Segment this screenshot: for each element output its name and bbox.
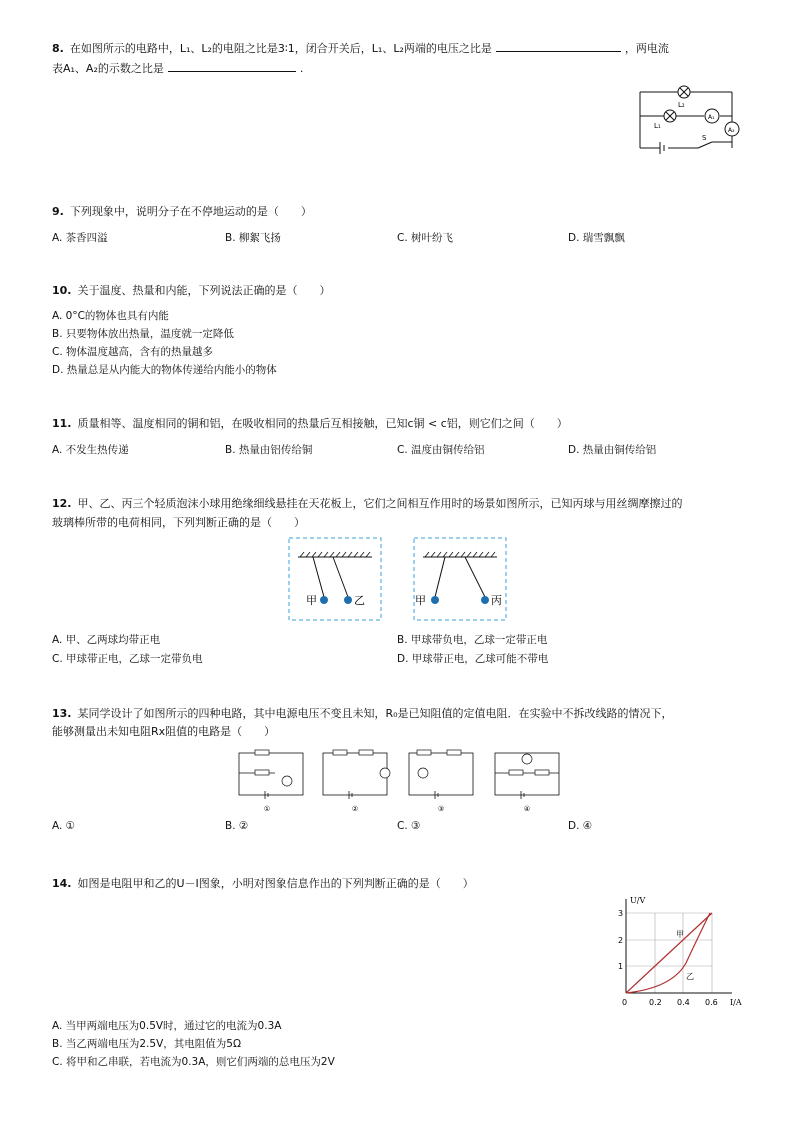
q11-option-b[interactable]: B. 热量由铝传给铜 [225, 444, 313, 456]
q12-option-c[interactable]: C. 甲球带正电，乙球一定带负电 [52, 653, 203, 665]
q13-circuits [235, 745, 565, 815]
label-a2: A₂ [728, 127, 735, 134]
ball-jia-icon [320, 596, 328, 604]
q8-number: 8. [52, 42, 64, 55]
q8-text-a: 在如图所示的电路中，L₁、L₂的电阻之比是3∶1，闭合开关后，L₁、L₂两端的电压之比是 [69, 42, 492, 55]
q8-line1 [52, 40, 669, 56]
q10-number: 10. [52, 284, 72, 297]
ytick-2: 2 [618, 936, 624, 945]
q13-line2: 能够测量出未知电阻Rx阻值的电路是（ ） [52, 725, 276, 738]
graph-ylabel: U/V [630, 896, 646, 905]
q9-option-a[interactable]: A. 茶香四溢 [52, 232, 108, 244]
ball-bing-icon [481, 596, 489, 604]
q12-option-a[interactable]: A. 甲、乙两球均带正电 [52, 634, 161, 646]
q11-option-a[interactable]: A. 不发生热传递 [52, 444, 129, 456]
ball-yi-icon [344, 596, 352, 604]
q14-title [52, 875, 474, 891]
q12-line1 [52, 495, 683, 511]
line-jia [626, 913, 712, 993]
circuit-2-label: ② [351, 805, 359, 813]
q14-option-b[interactable]: B. 当乙两端电压为2.5V，其电阻值为5Ω [52, 1038, 241, 1050]
q14-option-a[interactable]: A. 当甲两端电压为0.5V时，通过它的电流为0.3A [52, 1020, 282, 1032]
lamp-l1-icon [664, 110, 676, 122]
q8-blank-1[interactable] [496, 42, 621, 52]
graph-xlabel: I/A [730, 998, 742, 1007]
circuit-1-label: ① [263, 805, 271, 813]
q10-option-b[interactable]: B. 只要物体放出热量，温度就一定降低 [52, 328, 234, 340]
label-a1: A₁ [708, 114, 715, 121]
q13-option-b[interactable]: B. ② [225, 820, 249, 832]
q13-number: 13. [52, 707, 72, 720]
q13-line1-text: 某同学设计了如图所示的四种电路，其中电源电压不变且未知，R₀是已知阻值的定值电阻．在实验中不拆改线路的情况下， [77, 707, 673, 720]
ytick-3: 3 [618, 909, 624, 918]
ball-jia2-icon [431, 596, 439, 604]
q8-line2 [52, 60, 303, 76]
q8-text-c: 表A₁、A₂的示数之比是 [52, 62, 164, 75]
q9-option-c[interactable]: C. 树叶纷飞 [397, 232, 454, 244]
q13-option-c[interactable]: C. ③ [397, 820, 421, 832]
lamp-l2-icon [678, 86, 690, 98]
xtick-06: 0.6 [705, 998, 718, 1007]
ytick-1: 1 [618, 962, 624, 971]
q11-title [52, 415, 568, 431]
q11-title-text: 质量相等、温度相同的铜和铝，在吸收相同的热量后互相接触，已知c铜 < c铝，则它们之间（ ） [77, 417, 568, 430]
xtick-02: 0.2 [649, 998, 662, 1007]
q12-figure-right [413, 537, 508, 622]
q12-option-d[interactable]: D. 甲球带正电，乙球可能不带电 [397, 653, 549, 665]
label-bing: 丙 [491, 594, 502, 607]
q11-option-c[interactable]: C. 温度由铜传给铝 [397, 444, 485, 456]
label-s: S [702, 134, 707, 142]
q10-option-c[interactable]: C. 物体温度越高，含有的热量越多 [52, 346, 214, 358]
q12-number: 12. [52, 497, 72, 510]
q9-title [52, 203, 312, 219]
q11-number: 11. [52, 417, 72, 430]
label-l2: L₂ [678, 101, 685, 109]
q14-ui-graph [612, 893, 747, 1013]
q11-option-d[interactable]: D. 热量由铜传给铝 [568, 444, 657, 456]
label-jia-line: 甲 [676, 930, 684, 939]
q8-text-b: ，两电流 [624, 42, 669, 55]
q10-title [52, 282, 331, 298]
q12-figure-left [288, 537, 383, 622]
q14-option-c[interactable]: C. 将甲和乙串联，若电流为0.3A，则它们两端的总电压为2V [52, 1056, 335, 1068]
q9-title-text: 下列现象中，说明分子在不停地运动的是（ ） [69, 205, 312, 218]
q9-option-b[interactable]: B. 柳絮飞扬 [225, 232, 281, 244]
label-jia-left: 甲 [306, 594, 317, 607]
q9-option-d[interactable]: D. 瑞雪飘飘 [568, 232, 625, 244]
q12-line1-text: 甲、乙、丙三个轻质泡沫小球用绝缘细线悬挂在天花板上，它们之间相互作用时的场景如图所示，已知丙球与用丝绸摩擦过的 [77, 497, 683, 510]
q8-circuit-diagram [632, 80, 747, 155]
xtick-0: 0 [622, 998, 628, 1007]
circuit-4-label: ④ [523, 805, 531, 813]
circuit-3-label: ③ [437, 805, 445, 813]
q10-option-d[interactable]: D. 热量总是从内能大的物体传递给内能小的物体 [52, 364, 277, 376]
q10-title-text: 关于温度、热量和内能，下列说法正确的是（ ） [77, 284, 331, 297]
q12-option-b[interactable]: B. 甲球带负电，乙球一定带正电 [397, 634, 548, 646]
xtick-04: 0.4 [677, 998, 690, 1007]
q14-title-text: 如图是电阻甲和乙的U－I图象，小明对图象信息作出的下列判断正确的是（ ） [77, 877, 474, 890]
q10-option-a[interactable]: A. 0°C的物体也具有内能 [52, 310, 169, 322]
q12-line2: 玻璃棒所带的电荷相同，下列判断正确的是（ ） [52, 516, 305, 529]
label-jia-right: 甲 [415, 594, 426, 607]
q13-option-a[interactable]: A. ① [52, 820, 76, 832]
label-yi-curve: 乙 [686, 972, 694, 981]
q8-text-d: . [299, 62, 304, 75]
label-yi: 乙 [354, 594, 365, 607]
q8-blank-2[interactable] [168, 62, 296, 72]
q14-number: 14. [52, 877, 72, 890]
q9-number: 9. [52, 205, 64, 218]
q13-option-d[interactable]: D. ④ [568, 820, 593, 832]
label-l1: L₁ [654, 122, 661, 130]
q13-line1 [52, 705, 673, 721]
